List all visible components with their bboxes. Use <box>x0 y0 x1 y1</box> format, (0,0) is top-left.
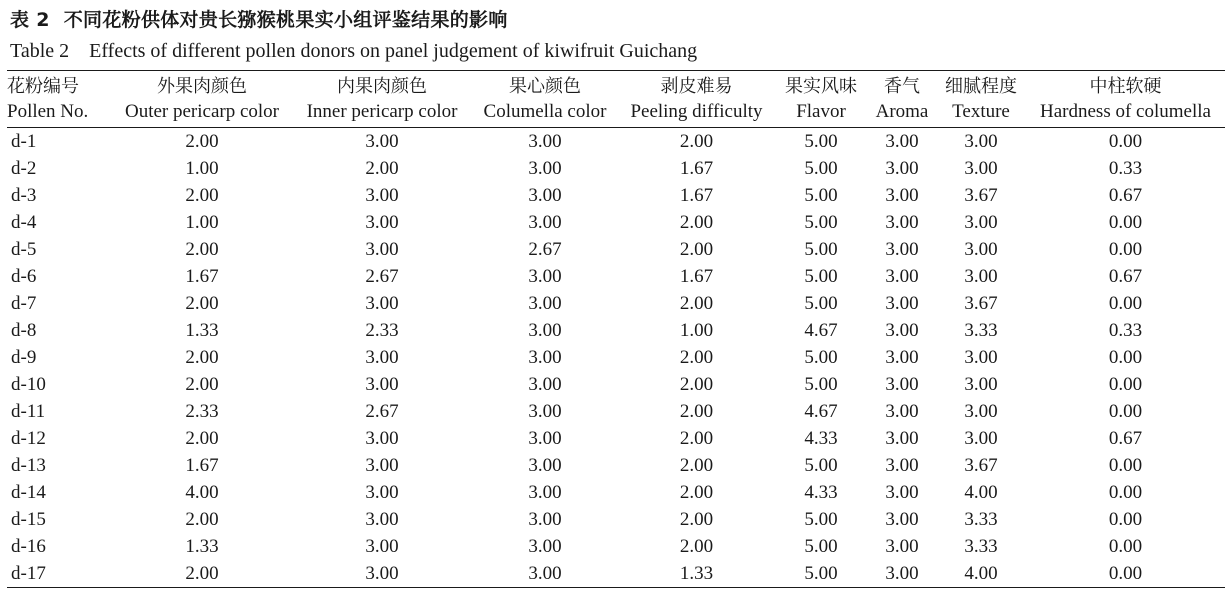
score-cell: 2.00 <box>185 347 219 368</box>
score-cell: 2.00 <box>185 428 219 449</box>
score-cell: 2.00 <box>679 401 714 422</box>
column-header-en: Outer pericarp color <box>111 99 293 128</box>
score-cell: 3.00 <box>365 509 399 530</box>
score-cell: 3.00 <box>365 374 399 395</box>
pollen-id-cell: d-15 <box>11 509 46 530</box>
score-cell: 3.00 <box>964 374 998 395</box>
score-cell: 3.00 <box>885 482 919 503</box>
table-row <box>7 128 1225 156</box>
score-cell: 3.00 <box>528 536 562 557</box>
score-cell: 5.00 <box>804 293 838 314</box>
score-cell: 2.00 <box>185 293 219 314</box>
score-cell: 2.00 <box>679 455 714 476</box>
score-cell: 0.00 <box>1108 509 1143 530</box>
score-cell: 3.00 <box>365 185 399 206</box>
table-body <box>7 128 1225 588</box>
score-cell: 2.00 <box>679 482 714 503</box>
column-header-en: Pollen No. <box>7 99 111 128</box>
score-cell: 4.67 <box>804 320 838 341</box>
table-number-chinese: 表 2 <box>10 9 50 31</box>
score-cell: 4.00 <box>185 482 219 503</box>
score-cell: 3.00 <box>471 560 619 588</box>
score-cell: 2.00 <box>111 560 293 588</box>
score-cell: 5.00 <box>774 560 868 588</box>
score-cell: 3.00 <box>528 131 562 152</box>
score-cell: 2.00 <box>185 239 219 260</box>
score-cell: 1.67 <box>679 158 714 179</box>
score-cell: 2.00 <box>185 185 219 206</box>
score-cell: 3.00 <box>365 536 399 557</box>
header-row-chinese <box>7 71 1225 100</box>
score-cell: 2.00 <box>679 536 714 557</box>
column-header-zh: 香气 <box>868 71 936 100</box>
table-row <box>7 560 1225 588</box>
score-cell: 0.00 <box>1108 293 1143 314</box>
score-cell: 1.67 <box>185 266 219 287</box>
score-cell: 3.00 <box>885 401 919 422</box>
table-row <box>7 506 1225 533</box>
score-cell: 3.00 <box>528 374 562 395</box>
score-cell: 5.00 <box>804 131 838 152</box>
score-cell: 3.00 <box>885 266 919 287</box>
score-cell: 3.00 <box>365 239 399 260</box>
score-cell: 3.00 <box>885 293 919 314</box>
score-cell: 3.00 <box>365 482 399 503</box>
column-header-zh: 中柱软硬 <box>1026 71 1225 100</box>
score-cell: 5.00 <box>804 185 838 206</box>
score-cell: 3.00 <box>528 185 562 206</box>
score-cell: 3.00 <box>365 455 399 476</box>
score-cell: 1.33 <box>185 536 219 557</box>
score-cell: 2.00 <box>679 347 714 368</box>
score-cell: 5.00 <box>804 455 838 476</box>
score-cell: 3.00 <box>885 536 919 557</box>
pollen-id-cell: d-13 <box>11 455 46 476</box>
table-row <box>7 371 1225 398</box>
score-cell: 0.00 <box>1108 401 1143 422</box>
score-cell: 0.00 <box>1108 536 1143 557</box>
score-cell: 0.00 <box>1026 560 1225 588</box>
pollen-id-cell: d-9 <box>11 347 37 368</box>
table-caption-chinese <box>10 7 508 33</box>
score-cell: 3.00 <box>885 455 919 476</box>
score-cell: 4.00 <box>936 560 1026 588</box>
table-caption-english <box>10 38 697 64</box>
score-cell: 1.00 <box>185 212 219 233</box>
score-cell: 2.00 <box>679 131 714 152</box>
score-cell: 2.33 <box>185 401 219 422</box>
score-cell: 2.33 <box>365 320 399 341</box>
score-cell: 3.00 <box>365 428 399 449</box>
score-cell: 5.00 <box>804 536 838 557</box>
score-cell: 0.33 <box>1108 158 1143 179</box>
score-cell: 3.00 <box>868 560 936 588</box>
score-cell: 1.67 <box>185 455 219 476</box>
score-cell: 3.00 <box>528 320 562 341</box>
column-header-zh: 内果肉颜色 <box>293 71 471 100</box>
score-cell: 2.67 <box>528 239 562 260</box>
score-cell: 1.00 <box>679 320 714 341</box>
score-cell: 2.00 <box>185 374 219 395</box>
score-cell: 3.00 <box>365 212 399 233</box>
table-number-english: Table 2 <box>10 40 70 62</box>
score-cell: 0.67 <box>1108 185 1143 206</box>
score-cell: 5.00 <box>804 158 838 179</box>
score-cell: 3.00 <box>885 428 919 449</box>
score-cell: 2.00 <box>679 239 714 260</box>
score-cell: 2.00 <box>679 374 714 395</box>
score-cell: 3.00 <box>528 509 562 530</box>
score-cell: 2.67 <box>365 401 399 422</box>
table-row <box>7 155 1225 182</box>
evaluation-table <box>7 70 1225 588</box>
header-row-english <box>7 99 1225 128</box>
score-cell: 3.00 <box>528 428 562 449</box>
pollen-id-cell: d-8 <box>11 320 37 341</box>
score-cell: 3.00 <box>885 212 919 233</box>
score-cell: 5.00 <box>804 212 838 233</box>
table-row <box>7 209 1225 236</box>
score-cell: 3.00 <box>528 158 562 179</box>
table-row <box>7 290 1225 317</box>
score-cell: 2.00 <box>679 428 714 449</box>
pollen-id-cell: d-11 <box>11 401 46 422</box>
score-cell: 0.67 <box>1108 428 1143 449</box>
score-cell: 0.00 <box>1108 455 1143 476</box>
score-cell: 3.00 <box>964 347 998 368</box>
score-cell: 3.00 <box>528 347 562 368</box>
table-title-chinese: 不同花粉供体对贵长猕猴桃果实小组评鉴结果的影响 <box>63 9 508 31</box>
score-cell: 3.00 <box>365 293 399 314</box>
pollen-id-cell: d-2 <box>11 158 37 179</box>
table-row <box>7 317 1225 344</box>
score-cell: 2.67 <box>365 266 399 287</box>
score-cell: 0.00 <box>1108 482 1143 503</box>
column-header-zh: 外果肉颜色 <box>111 71 293 100</box>
score-cell: 0.00 <box>1108 347 1143 368</box>
score-cell: 0.00 <box>1108 131 1143 152</box>
score-cell: 3.00 <box>885 185 919 206</box>
column-header-en: Aroma <box>868 99 936 128</box>
column-header-en: Peeling difficulty <box>619 99 774 128</box>
table-row <box>7 182 1225 209</box>
pollen-id-cell: d-5 <box>11 239 37 260</box>
score-cell: 3.67 <box>964 455 998 476</box>
score-cell: 3.00 <box>964 239 998 260</box>
score-cell: 3.00 <box>885 347 919 368</box>
score-cell: 3.00 <box>365 347 399 368</box>
table-row <box>7 398 1225 425</box>
score-cell: 3.67 <box>964 293 998 314</box>
score-cell: 3.00 <box>964 428 998 449</box>
column-header-zh: 果实风味 <box>774 71 868 100</box>
score-cell: 2.00 <box>679 212 714 233</box>
table-row <box>7 452 1225 479</box>
score-cell: 2.00 <box>679 293 714 314</box>
column-header-en: Hardness of columella <box>1026 99 1225 128</box>
score-cell: 3.00 <box>528 401 562 422</box>
score-cell: 3.33 <box>964 536 998 557</box>
column-header-zh: 细腻程度 <box>936 71 1026 100</box>
score-cell: 3.00 <box>528 293 562 314</box>
score-cell: 3.00 <box>885 320 919 341</box>
score-cell: 3.00 <box>964 266 998 287</box>
score-cell: 3.00 <box>964 131 998 152</box>
score-cell: 1.67 <box>679 185 714 206</box>
score-cell: 0.00 <box>1108 374 1143 395</box>
score-cell: 1.33 <box>185 320 219 341</box>
score-cell: 5.00 <box>804 239 838 260</box>
table-title-english: Effects of different pollen donors on panel judgement of kiwifruit Guichang <box>89 40 698 62</box>
score-cell: 5.00 <box>804 347 838 368</box>
score-cell: 3.00 <box>964 212 998 233</box>
pollen-id-cell: d-3 <box>11 185 37 206</box>
pollen-id-cell: d-1 <box>11 131 37 152</box>
column-header-en: Inner pericarp color <box>293 99 471 128</box>
pollen-id-cell: d-16 <box>11 536 46 557</box>
score-cell: 0.33 <box>1108 320 1143 341</box>
table-row <box>7 263 1225 290</box>
score-cell: 3.00 <box>528 266 562 287</box>
table-header <box>7 71 1225 128</box>
score-cell: 4.67 <box>804 401 838 422</box>
score-cell: 3.33 <box>964 509 998 530</box>
score-cell: 3.67 <box>964 185 998 206</box>
score-cell: 3.00 <box>964 401 998 422</box>
score-cell: 3.00 <box>885 131 919 152</box>
score-cell: 4.33 <box>804 482 838 503</box>
table-row <box>7 479 1225 506</box>
score-cell: 2.00 <box>365 158 399 179</box>
score-cell: 1.00 <box>185 158 219 179</box>
score-cell: 3.00 <box>528 212 562 233</box>
pollen-id-cell: d-4 <box>11 212 37 233</box>
score-cell: 5.00 <box>804 374 838 395</box>
pollen-id-cell: d-6 <box>11 266 37 287</box>
table-row <box>7 533 1225 560</box>
score-cell: 0.00 <box>1108 212 1143 233</box>
pollen-id-cell: d-17 <box>7 560 111 588</box>
pollen-id-cell: d-12 <box>11 428 46 449</box>
score-cell: 3.00 <box>365 131 399 152</box>
column-header-zh: 果心颜色 <box>471 71 619 100</box>
score-cell: 1.33 <box>619 560 774 588</box>
score-cell: 5.00 <box>804 509 838 530</box>
score-cell: 4.33 <box>804 428 838 449</box>
score-cell: 2.00 <box>185 509 219 530</box>
score-cell: 3.00 <box>528 482 562 503</box>
pollen-id-cell: d-14 <box>11 482 46 503</box>
score-cell: 3.00 <box>885 239 919 260</box>
score-cell: 4.00 <box>964 482 998 503</box>
column-header-zh: 剥皮难易 <box>619 71 774 100</box>
score-cell: 3.00 <box>293 560 471 588</box>
score-cell: 1.67 <box>679 266 714 287</box>
score-cell: 0.67 <box>1108 266 1143 287</box>
pollen-id-cell: d-7 <box>11 293 37 314</box>
table-row <box>7 425 1225 452</box>
score-cell: 3.00 <box>885 509 919 530</box>
column-header-en: Columella color <box>471 99 619 128</box>
score-cell: 3.33 <box>964 320 998 341</box>
score-cell: 3.00 <box>964 158 998 179</box>
score-cell: 3.00 <box>885 158 919 179</box>
table-row <box>7 236 1225 263</box>
column-header-en: Flavor <box>774 99 868 128</box>
column-header-en: Texture <box>936 99 1026 128</box>
table-row <box>7 344 1225 371</box>
score-cell: 3.00 <box>885 374 919 395</box>
score-cell: 2.00 <box>185 131 219 152</box>
pollen-id-cell: d-10 <box>11 374 46 395</box>
column-header-zh: 花粉编号 <box>7 71 111 100</box>
score-cell: 3.00 <box>528 455 562 476</box>
score-cell: 2.00 <box>679 509 714 530</box>
score-cell: 5.00 <box>804 266 838 287</box>
score-cell: 0.00 <box>1108 239 1143 260</box>
